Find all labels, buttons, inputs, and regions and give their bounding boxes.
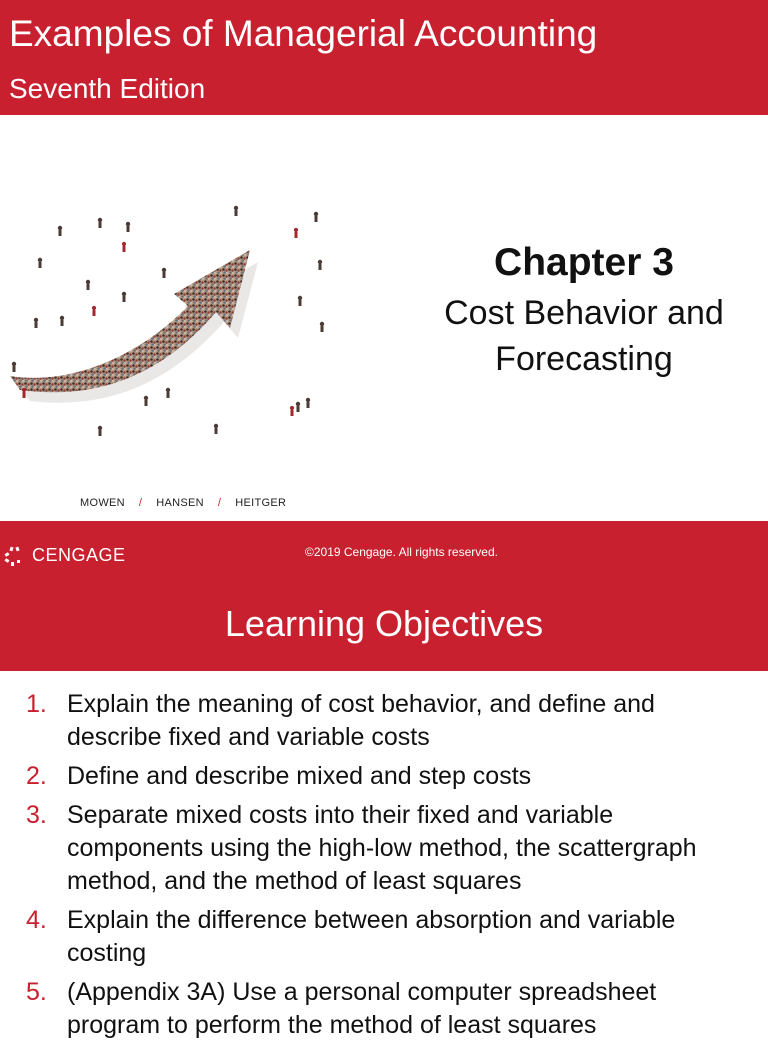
author-list <box>80 497 286 509</box>
chapter-number: Chapter 3 <box>494 241 674 284</box>
item-number: 2. <box>26 762 47 790</box>
author-separator: / <box>138 497 143 509</box>
author-name: HANSEN <box>156 497 204 509</box>
item-number: 3. <box>26 801 47 829</box>
author-separator: / <box>217 497 222 509</box>
item-number: 5. <box>26 978 47 1006</box>
item-number: 4. <box>26 906 47 934</box>
item-text: Explain the difference between absorption and variable costing <box>67 906 676 967</box>
brand-name: CENGAGE <box>32 544 126 565</box>
item-text: Define and describe mixed and step costs <box>67 762 532 790</box>
list-item <box>0 799 768 898</box>
cengage-logo-icon <box>2 543 26 567</box>
chapter-title-line2: Forecasting <box>495 339 673 378</box>
list-item <box>0 688 768 754</box>
item-number: 1. <box>26 690 47 718</box>
title-banner <box>0 0 768 115</box>
list-item <box>0 904 768 970</box>
item-text: Separate mixed costs into their fixed and variable components using the high-low method, the scattergraph method, and the method of least squares <box>67 801 697 895</box>
list-item <box>0 976 768 1042</box>
book-edition: Seventh Edition <box>9 73 206 104</box>
item-text: (Appendix 3A) Use a personal computer spreadsheet program to perform the method of least squares <box>67 978 657 1039</box>
item-text: Explain the meaning of cost behavior, and define and describe fixed and variable costs <box>67 690 655 751</box>
author-name: HEITGER <box>235 497 287 509</box>
learning-objectives-heading: Learning Objectives <box>224 603 544 644</box>
book-title: Examples of Managerial Accounting <box>9 13 598 54</box>
copyright-text: ©2019 Cengage. All rights reserved. <box>305 545 498 559</box>
objectives-list <box>0 688 768 1048</box>
chapter-title-line1: Cost Behavior and <box>444 293 724 332</box>
cengage-brand <box>2 543 126 567</box>
chapter-title <box>400 291 768 383</box>
crowd-arrow-illustration <box>0 190 340 450</box>
author-name: MOWEN <box>80 497 125 509</box>
footer-banner <box>0 521 768 671</box>
chapter-title-block <box>400 240 768 383</box>
list-item <box>0 760 768 793</box>
